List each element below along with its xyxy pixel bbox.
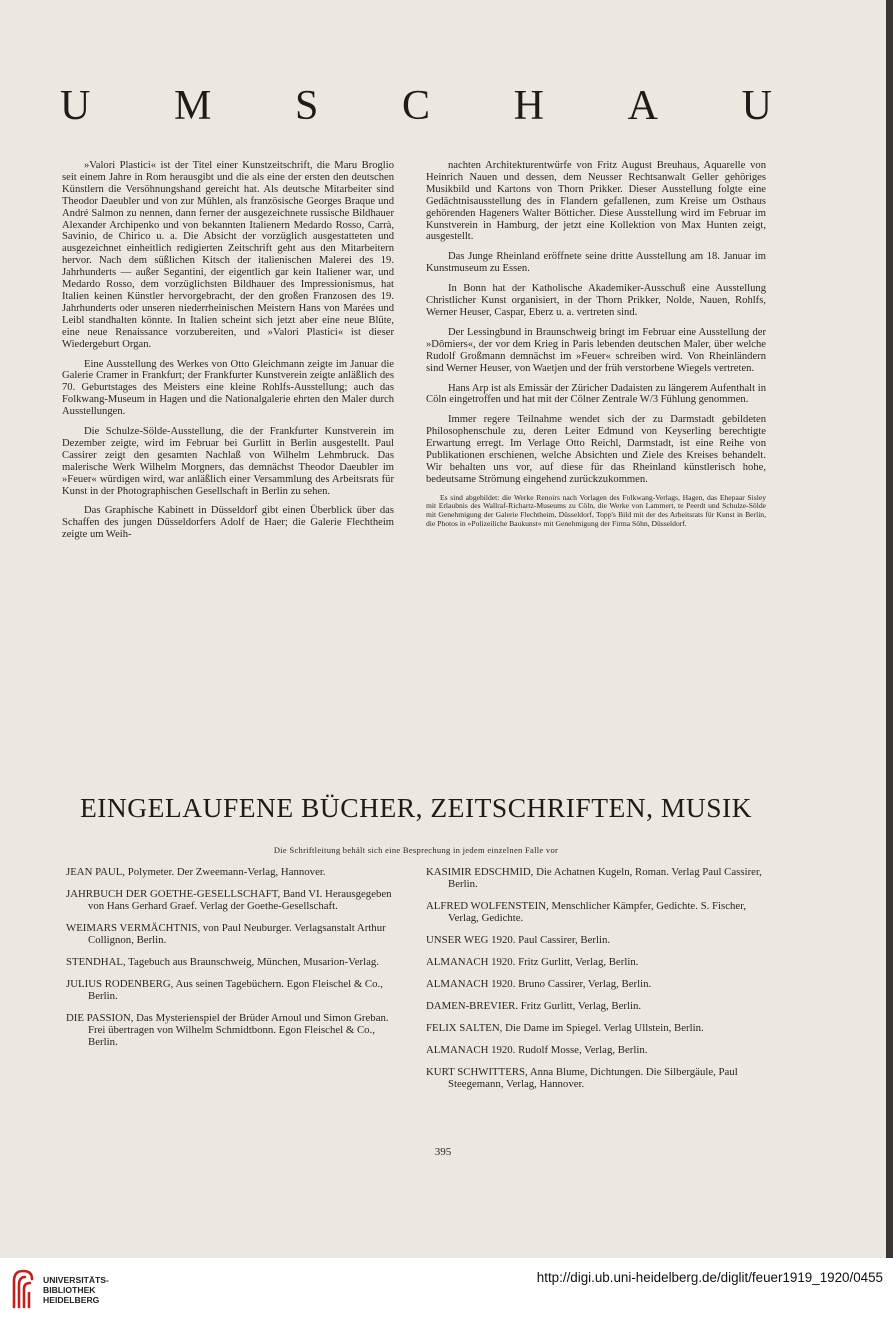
book-entry: DAMEN-BREVIER. Fritz Gurlitt, Verlag, Berlin. — [426, 1000, 642, 1012]
permalink-url[interactable]: http://digi.ub.uni-heidelberg.de/diglit/feuer1919_1920/0455 — [536, 1270, 883, 1285]
footer-bar — [0, 1258, 893, 1322]
title-letter: A — [627, 83, 658, 129]
paragraph: Die Schulze-Sölde-Ausstellung, die der Frankfurter Kunstverein im Dezember zeigte, wird im Februar bei Gurlitt in Berlin ausgestellt. Paul Cassirer zeigt den gesamten Nachlaß von Wilhelm Lehmbruck. Das malerische Werk Wilhelm Morgners, das demnächst Theodor Daeubler im »Feuer« würdigen wird, war anläßlich einer Versammlung des Arbeitsrats für Kunst in der Photographischen Gesellschaft in Berlin zu sehen. — [62, 426, 394, 497]
institution-name — [43, 1275, 109, 1305]
title-letter: H — [513, 83, 544, 129]
page-title — [60, 84, 772, 128]
book-entry: ALFRED WOLFENSTEIN, Menschlicher Kämpfer, Gedichte. S. Fischer, Verlag, Gedichte. — [426, 900, 747, 924]
institution-line: UNIVERSITÄTS- — [43, 1275, 109, 1285]
books-list-right — [426, 866, 766, 1100]
paragraph: nachten Architekturentwürfe von Fritz August Breuhaus, Aquarelle von Heinrich Nauen und dessen, dem Neusser Rechtsanwalt Geller gehöriges Musikbild und Kartons von Thorn Prikker. Dieser Ausstellung folgte eine Gedächtnisausstellung des in Flandern gefallenen, zum Kreise um Osthaus gehörenden Hageners Walter Bötticher. Diese Ausstellung wird im Februar im Kunstverein in Hamburg, der jetzt eine Kollektion von Max Hunten zeigt, ausgestellt. — [426, 160, 766, 243]
right-column — [426, 160, 766, 536]
institution-line: BIBLIOTHEK — [43, 1285, 96, 1295]
title-letter: U — [60, 83, 91, 129]
paragraph: Der Lessingbund in Braunschweig bringt im Februar eine Ausstellung der »Dômiers«, der vor dem Krieg in Paris lebenden deutschen Maler, über welche Rudolf Großmann demnächst im »Feuer« schreiben wird. Von Rheinländern sind Werner Heuser, von Waetjen und der früh verstorbene Wiegels vertreten. — [426, 326, 766, 374]
book-entry: ALMANACH 1920. Rudolf Mosse, Verlag, Berlin. — [426, 1044, 648, 1056]
university-logo-icon[interactable] — [10, 1267, 36, 1311]
page-number: 395 — [434, 1146, 452, 1158]
page-edge — [886, 0, 893, 1258]
paragraph: Das Graphische Kabinett in Düsseldorf gibt einen Überblick über das Schaffen des jungen Düsseldorfers Adolf de Haer; die Galerie Flechtheim zeigte um Weih- — [62, 505, 394, 541]
institution-line: HEIDELBERG — [43, 1295, 100, 1305]
book-entry: KASIMIR EDSCHMID, Die Achatnen Kugeln, Roman. Verlag Paul Cassirer, Berlin. — [426, 866, 762, 890]
book-entry: FELIX SALTEN, Die Dame im Spiegel. Verlag Ullstein, Berlin. — [426, 1022, 704, 1034]
left-column — [62, 160, 394, 549]
book-entry: ALMANACH 1920. Bruno Cassirer, Verlag, Berlin. — [426, 978, 652, 990]
paragraph: In Bonn hat der Katholische Akademiker-Ausschuß eine Ausstellung Christlicher Kunst organisiert, in der Thorn Prikker, Nolde, Nauen, Rohlfs, Werner Heuser, Caspar, Eberz u. a. vertreten sind. — [426, 283, 766, 318]
book-entry: ALMANACH 1920. Fritz Gurlitt, Verlag, Berlin. — [426, 956, 639, 968]
books-list-left — [66, 866, 396, 1058]
book-entry: KURT SCHWITTERS, Anna Blume, Dichtungen. Die Silbergäule, Paul Steegemann, Verlag, Hannover. — [426, 1066, 738, 1090]
book-entry: JEAN PAUL, Polymeter. Der Zweemann-Verlag, Hannover. — [66, 866, 326, 878]
title-letter: M — [173, 83, 212, 129]
book-entry: UNSER WEG 1920. Paul Cassirer, Berlin. — [426, 934, 611, 946]
book-entry: JAHRBUCH DER GOETHE-GESELLSCHAFT, Band VI. Herausgegeben von Hans Gerhard Graef. Verlag der Goethe-Gesellschaft. — [66, 888, 392, 912]
book-entry: WEIMARS VERMÄCHTNIS, von Paul Neuburger. Verlagsanstalt Arthur Collignon, Berlin. — [66, 922, 386, 946]
paragraph: Immer regere Teilnahme wendet sich der zu Darmstadt gebildeten Philosophenschule zu, deren Leiter Edmund von Keyserling berechtigte Erwartung erregt. Im Verlage Otto Reichl, Darmstadt, ist eine Reihe von Publikationen erschienen, welche Absichten und Ziele des Kreises behandelt. Wir behalten uns vor, auf diese für das Rheinland künstlerisch hohe, bedeutsame Strömung eingehend zurückzukommen. — [426, 414, 766, 485]
title-letter: S — [294, 83, 319, 129]
section-title: EINGELAUFENE BÜCHER, ZEITSCHRIFTEN, MUSIK — [79, 792, 753, 823]
paragraph: Eine Ausstellung des Werkes von Otto Gleichmann zeigte im Januar die Galerie Cramer in Frankfurt; der Frankfurter Kunstverein zeigte anläßlich des 70. Geburtstages des Meisters eine kleine Rohlfs-Ausstellung; auch das Folkwang-Museum in Hagen und die Nationalgalerie ehrten den Maler durch Ausstellungen. — [62, 358, 394, 418]
paragraph: Das Junge Rheinland eröffnete seine dritte Ausstellung am 18. Januar im Kunstmuseum zu Essen. — [426, 251, 766, 275]
paragraph: Hans Arp ist als Emissär der Züricher Dadaisten zu längerem Aufenthalt in Cöln eingetroffen und hat mit der Cölner Zentrale W/3 Fühlung genommen. — [426, 382, 766, 406]
image-credits-footnote: Es sind abgebildet: die Werke Renoirs nach Vorlagen des Folkwang-Verlags, Hagen, das Ehepaar Sisley mit Erlaubnis des Wallraf-Richartz-Museums zu Cöln, die Werke von Lammert, te Peerdt und Schulze-Sölde mit Genehmigung der Galerie Flechtheim, Düsseldorf, Topp's Bild mit der des Arbeitsrats für Kunst in Berlin, die Photos in »Polizeiliche Baukunst« mit Genehmigung der Firma Söhn, Düsseldorf. — [426, 492, 766, 528]
book-entry: STENDHAL, Tagebuch aus Braunschweig, München, Musarion-Verlag. — [66, 956, 379, 968]
section-note: Die Schriftleitung behält sich eine Besprechung in jedem einzelnen Falle vor — [273, 845, 559, 855]
paragraph: »Valori Plastici« ist der Titel einer Kunstzeitschrift, die Maru Broglio seit einem Jahre in Rom herausgibt und die als eine der ersten den deutschen Künstlern die Versöhnungshand gereicht hat. Als deutsche Mitarbeiter sind Theodor Daeubler und von zur Mühlen, als französische Georges Braque und André Salmon zu nennen, dann ferner der ausgezeichnete russische Bildhauer Alexander Archipenko und von bekannten Italienern Medardo Rosso, Carrà, Savinio, de Chirico u. a. Die Absicht der vorzüglich ausgestatteten und ausgezeichnet einheitlich redigierten Zeitschrift geht aus den Mitarbeitern hervor. Nach dem süßlichen Kitsch der italienischen Malerei des 19. Jahrhunderts — außer Segantini, der eigentlich gar kein Italiener war, und Medardo Rosso, dem vorzüglichsten Bildhauer des Impressionismus, hat Italien keinen Künstler hervorgebracht, der den großen Franzosen des 19. Jahrhunderts oder unseren niederrheinischen Meistern Hans von Marées und Leibl standhalten könnte. In Italien scheint sich jetzt aber eine neue Blüte, eine neue Renaissance vorzubereiten, und »Valori Plastici« ist dieser Wiedergeburt Organ. — [62, 160, 394, 350]
book-entry: DIE PASSION, Das Mysterienspiel der Brüder Arnoul und Simon Greban. Frei übertragen von Wilhelm Schmidtbonn. Egon Fleischel & Co., Berlin. — [66, 1012, 389, 1048]
book-entry: JULIUS RODENBERG, Aus seinen Tagebüchern. Egon Fleischel & Co., Berlin. — [66, 978, 383, 1002]
title-letter: C — [401, 83, 430, 129]
title-letter: U — [741, 83, 772, 129]
